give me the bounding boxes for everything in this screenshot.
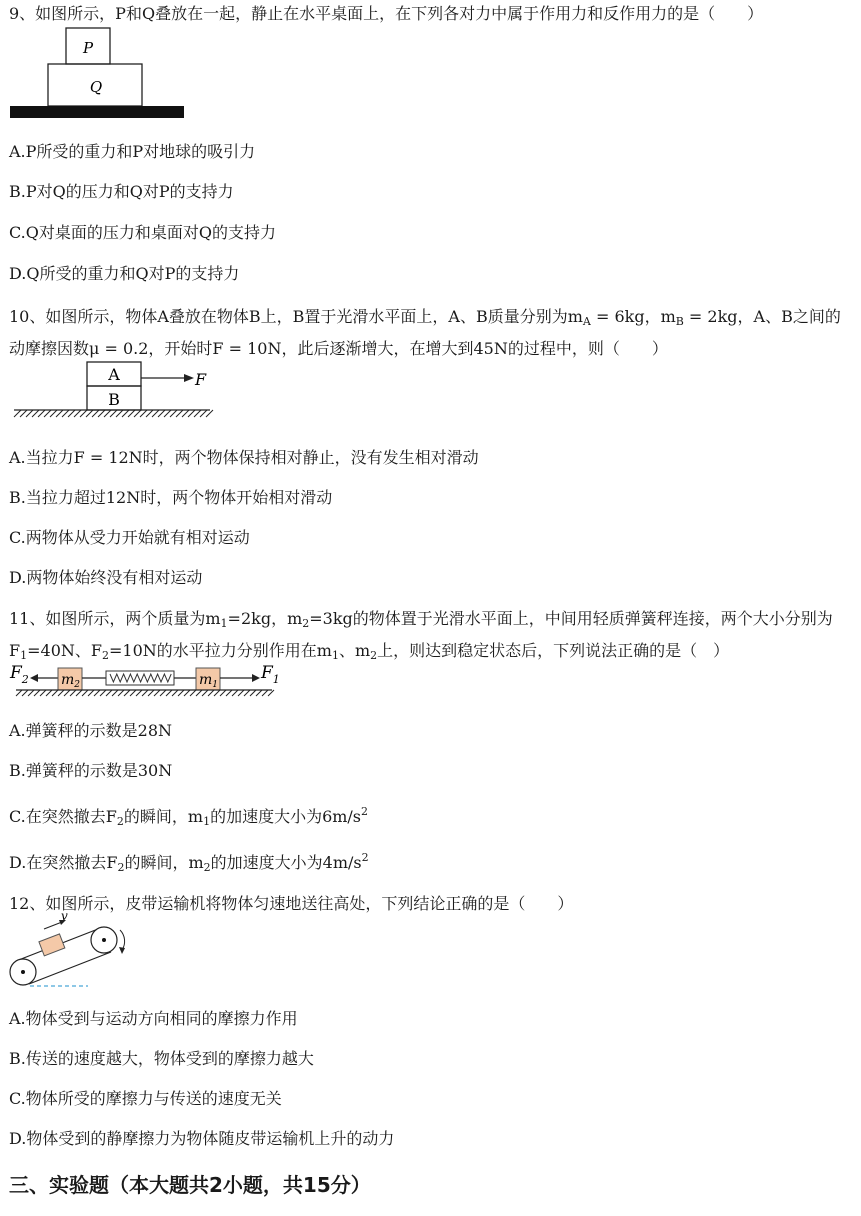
section-heading: 三、实验题（本大题共2小题，共15分） — [9, 1173, 371, 1197]
q9-stem: 9、如图所示，P和Q叠放在一起，静止在水平桌面上，在下列各对力中属于作用力和反作用力的是（ ） — [9, 4, 764, 23]
q12-option-d: D.物体受到的静摩擦力为物体随皮带运输机上升的动力 — [9, 1129, 395, 1148]
q10-option-c: C.两物体从受力开始就有相对运动 — [9, 528, 250, 547]
q12-figure — [8, 909, 134, 992]
q11-option-b: B.弹簧秤的示数是30N — [9, 761, 173, 780]
q12-option-c: C.物体所受的摩擦力与传送的速度无关 — [9, 1089, 282, 1108]
q12-fig-v: v — [61, 909, 68, 923]
q11-option-a: A.弹簧秤的示数是28N — [9, 721, 173, 740]
q9-figure — [10, 26, 186, 120]
q11-fig-m1: $m_1$ — [199, 672, 219, 690]
q11-stem: 11、如图所示，两个质量为$m_1=2kg$，$m_2=3kg$的物体置于光滑水平面上，中间用轻质弹簧秤连接，两个大小分别为$F_1=40N$、$F_2=10N$的水平拉力分别作用在$m_1$、$m_2$上，则达到稳定状态后，下列说法正确的是（ ） — [9, 609, 833, 662]
q9-option-d: D.Q所受的重力和Q对P的支持力 — [9, 264, 240, 283]
q9-fig-p: P — [82, 39, 94, 57]
q11-fig-f1: $F_1$ — [261, 663, 280, 686]
q10-fig-b: B — [108, 390, 120, 409]
q9-fig-q: Q — [89, 78, 103, 96]
q12-stem: 12、如图所示，皮带运输机将物体匀速地送往高处，下列结论正确的是（ ） — [9, 894, 574, 913]
q11-option-c: C.在突然撤去$F_2$的瞬间，$m_1$的加速度大小为$6m/s^2$ — [9, 805, 369, 828]
q10-option-a: A.当拉力F = 12N时，两个物体保持相对静止，没有发生相对滑动 — [9, 448, 479, 467]
q11-fig-f2: $F_2$ — [10, 663, 29, 686]
q12-option-a: A.物体受到与运动方向相同的摩擦力作用 — [9, 1009, 298, 1028]
q12-option-b: B.传送的速度越大，物体受到的摩擦力越大 — [9, 1049, 314, 1068]
q9-option-c: C.Q对桌面的压力和桌面对Q的支持力 — [9, 223, 276, 242]
q10-stem: 10、如图所示，物体A叠放在物体B上，B置于光滑水平面上，A、B质量分别为$m_A = 6kg$，$m_B = 2kg$，A、B之间的动摩擦因数μ = 0.2，开始时F = 10N，此后逐渐增大，在增大到45N的过程中，则（ ） — [9, 307, 841, 358]
q11-figure — [10, 660, 282, 702]
q10-figure — [14, 361, 214, 423]
q10-fig-f: F — [195, 370, 207, 389]
q11-option-d: D.在突然撤去$F_2$的瞬间，$m_2$的加速度大小为$4m/s^2$ — [9, 851, 369, 874]
q10-option-b: B.当拉力超过12N时，两个物体开始相对滑动 — [9, 488, 333, 507]
q9-option-b: B.P对Q的压力和Q对P的支持力 — [9, 182, 234, 201]
q11-fig-m2: $m_2$ — [61, 672, 81, 690]
q9-option-a: A.P所受的重力和P对地球的吸引力 — [9, 142, 256, 161]
q10-option-d: D.两物体始终没有相对运动 — [9, 568, 203, 587]
q10-fig-a: A — [108, 365, 120, 384]
